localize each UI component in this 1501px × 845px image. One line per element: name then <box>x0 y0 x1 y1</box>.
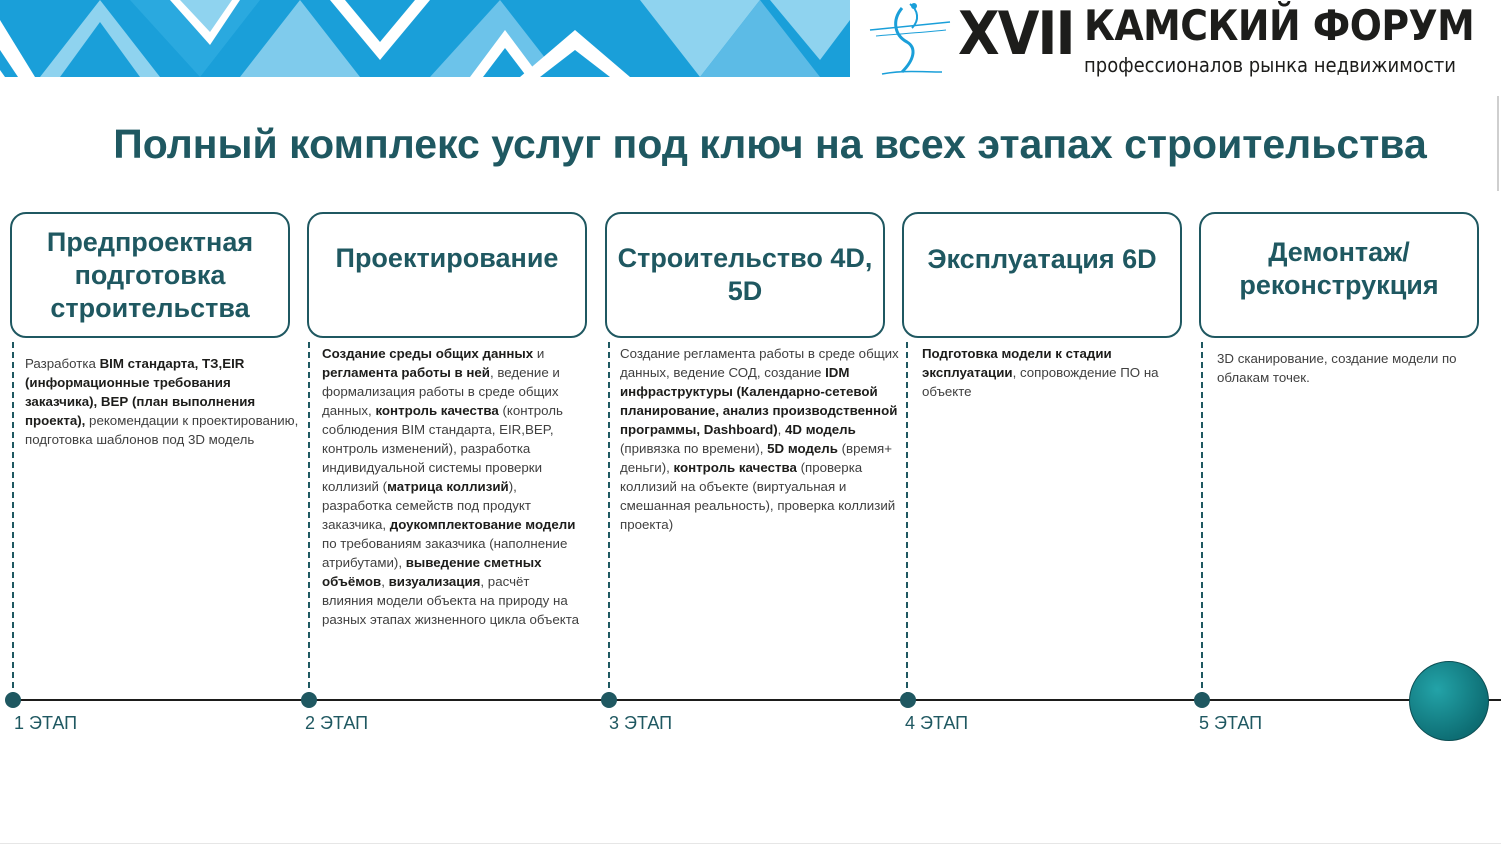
banner-pattern <box>0 0 850 77</box>
description-bold-text: IDM инфраструктуры (Календарно-сетевой планирование, анализ производственной программы, Dashboard) <box>620 365 898 437</box>
stage-box-2 <box>307 212 587 338</box>
stage-title: Проектирование <box>335 242 559 273</box>
stage-label-2: 2 ЭТАП <box>305 713 369 733</box>
stage-description-1 <box>25 354 300 449</box>
description-bold-text: регламента работы в ней <box>322 365 490 380</box>
description-bold-text: 4D модель <box>785 422 856 437</box>
stage-connector <box>1201 342 1203 698</box>
description-text: , ведение и формализация работы в среде общих данных, <box>322 365 560 418</box>
timeline-end-circle <box>1409 661 1489 741</box>
description-text: , <box>777 422 786 437</box>
description-bold-text: контроль качества <box>375 403 499 418</box>
logo-title: КАМСКИЙ ФОРУМ <box>1084 1 1475 50</box>
stage-connector <box>308 342 310 698</box>
stage-title: Предпроектная подготовка строительства <box>46 226 254 323</box>
logo-subtitle: профессионалов рынка недвижимости <box>1084 53 1456 77</box>
stage-description-3 <box>620 344 904 534</box>
header-banner <box>0 0 850 77</box>
timeline <box>10 699 1501 701</box>
description-bold-text: доукомплектование модели <box>389 517 576 532</box>
description-text: (время+ деньги), <box>620 441 892 475</box>
description-text: , <box>381 574 389 589</box>
description-text: 3D сканирование, создание модели по облакам точек. <box>1217 351 1457 385</box>
stage-connector <box>12 342 14 698</box>
logo-numeral: XVII <box>958 0 1074 69</box>
description-text: (контроль соблюдения BIM стандарта, EIR,BEP, контроль изменений), разработка индивидуальной системы проверки коллизий ( <box>322 403 563 494</box>
description-text: по требованиям заказчика (наполнение атрибутами), <box>322 536 568 570</box>
timeline-dot <box>1194 692 1210 708</box>
dancer-logo-icon <box>862 0 958 80</box>
description-text: (привязка по времени), <box>620 441 768 456</box>
description-text: (проверка коллизий на объекте (виртуальная и смешанная реальность), проверка коллизий проекта) <box>620 460 896 532</box>
timeline-dot <box>900 692 916 708</box>
description-text: и <box>533 346 545 361</box>
stage-label-5: 5 ЭТАП <box>1199 713 1263 733</box>
stage-label-3: 3 ЭТАП <box>609 713 673 733</box>
description-text: ), разработка семейств под продукт заказчика, <box>322 479 531 532</box>
description-text: , расчёт влияния модели объекта на природу на разных этапах жизненного цикла объекта <box>322 574 580 627</box>
stage-description-4 <box>922 344 1184 401</box>
page-title: Полный комплекс услуг под ключ на всех этапах строительства <box>113 121 1427 167</box>
stage-title: Строительство 4D, 5D <box>617 243 873 306</box>
timeline-dot <box>601 692 617 708</box>
description-bold-text: контроль качества <box>673 460 797 475</box>
description-text: рекомендации к проектированию, подготовка шаблонов под 3D модель <box>25 413 299 447</box>
stage-title: Демонтаж/ реконструкция <box>1239 237 1439 300</box>
stage-title: Эксплуатация 6D <box>927 243 1157 274</box>
stage-box-5 <box>1199 212 1479 338</box>
stage-label-1: 1 ЭТАП <box>14 713 78 733</box>
timeline-dot <box>301 692 317 708</box>
description-bold-text: Создание среды общих данных <box>322 346 534 361</box>
description-bold-text: визуализация <box>388 574 481 589</box>
description-bold-text: Подготовка модели к стадии эксплуатации <box>922 346 1112 380</box>
description-text: Разработка <box>25 356 100 371</box>
timeline-dot <box>5 692 21 708</box>
stage-label-4: 4 ЭТАП <box>905 713 969 733</box>
description-bold-text: 5D модель <box>767 441 838 456</box>
bottom-divider <box>0 843 1501 844</box>
stage-box-1 <box>10 212 290 338</box>
stage-connector <box>608 342 610 698</box>
description-bold-text: матрица коллизий <box>387 479 509 494</box>
description-bold-text: BIM стандарта, ТЗ,EIR (информационные требования заказчика), ВЕР (план выполнения проекта), <box>25 356 256 428</box>
stage-description-2 <box>322 344 580 629</box>
description-bold-text: выведение сметных объёмов <box>322 555 542 589</box>
forum-logo <box>862 0 1501 80</box>
description-text: , сопровождение ПО на объекте <box>922 365 1159 399</box>
stage-connector <box>906 342 908 698</box>
stage-box-3 <box>605 212 885 338</box>
stage-description-5 <box>1217 349 1487 387</box>
description-text: Создание регламента работы в среде общих данных, ведение СОД, создание <box>620 346 899 380</box>
stage-box-4 <box>902 212 1182 338</box>
